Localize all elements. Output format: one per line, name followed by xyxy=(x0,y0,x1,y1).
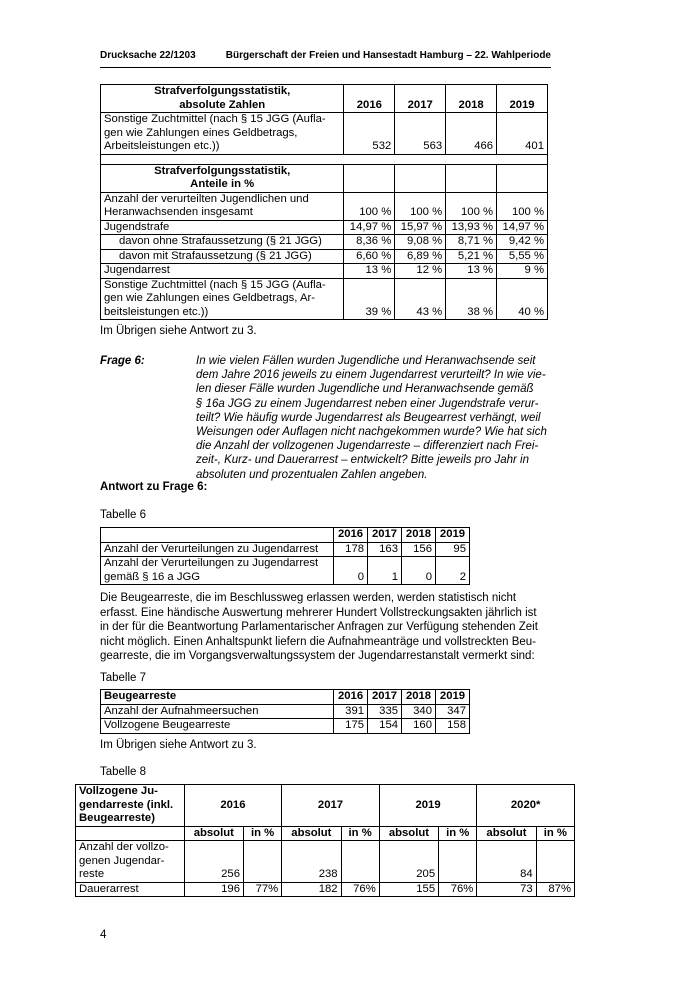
subheader: absolut xyxy=(184,826,243,841)
cell-value: 175 xyxy=(334,719,368,734)
question-label: Frage 6: xyxy=(100,355,145,367)
year-header: 2016 xyxy=(334,690,368,705)
cell-value: 205 xyxy=(379,841,438,883)
cell-value: 9 % xyxy=(497,264,548,279)
cell-value xyxy=(536,841,574,883)
cell-value: 13 % xyxy=(344,264,395,279)
cell-value: 158 xyxy=(436,719,470,734)
spacer-row xyxy=(101,154,548,164)
cell-value: 8,36 % xyxy=(344,235,395,250)
table-caption: Tabelle 6 xyxy=(100,509,147,521)
cell-value: 84 xyxy=(477,841,536,883)
cell-value: 0 xyxy=(334,557,368,585)
year-header: 2020* xyxy=(477,785,575,827)
cell-value: 5,55 % xyxy=(497,249,548,264)
table-title: Beugearreste xyxy=(101,690,334,705)
row-label: Jugendstrafe xyxy=(101,220,344,235)
table-caption: Tabelle 8 xyxy=(100,766,147,778)
row-label: Anzahl der Verurteilungen zu Jugendarrest gemäß § 16 a JGG xyxy=(101,557,334,585)
cell-value: 196 xyxy=(184,882,243,897)
cell-value: 13,93 % xyxy=(446,220,497,235)
subheader: in % xyxy=(536,826,574,841)
cell-value: 256 xyxy=(184,841,243,883)
cell-value: 15,97 % xyxy=(395,220,446,235)
table-row xyxy=(101,264,548,279)
table-row xyxy=(76,882,575,897)
cell-value: 73 xyxy=(477,882,536,897)
explanation-paragraph: Die Beugearreste, die im Beschlussweg erlassen werden, werden statistisch nicht erfasst. Eine händische Auswertung mehrerer Hundert Vollstreckungsakten jährlich ist in der für die Beantwortung Parlamentarischer Anfragen zur Verfügung stehenden Zeit nicht möglich. Einen Anhaltspunkt liefern die Aufnahmeanträge und vollstreckten Beu- gearreste, die im Vorgangsverwaltungssystem der Jugendarrestanstalt vermerkt sind: xyxy=(100,592,538,663)
cell-value: 335 xyxy=(368,704,402,719)
row-label: davon mit Strafaussetzung (§ 21 JGG) xyxy=(101,249,344,264)
cell-value: 13 % xyxy=(446,264,497,279)
year-header: 2018 xyxy=(402,528,436,543)
answer-heading: Antwort zu Frage 6: xyxy=(100,481,208,493)
year-header: 2016 xyxy=(344,85,395,113)
cell-value: 9,08 % xyxy=(395,235,446,250)
table-row xyxy=(76,785,575,827)
year-header: 2016 xyxy=(184,785,282,827)
cell-value: 163 xyxy=(368,542,402,557)
cell-value xyxy=(439,841,477,883)
cell-value: 38 % xyxy=(446,278,497,320)
prosecution-statistics-table xyxy=(100,84,548,320)
page-number: 4 xyxy=(100,929,107,941)
year-header: 2017 xyxy=(395,85,446,113)
subheader: absolut xyxy=(477,826,536,841)
year-header: 2017 xyxy=(368,690,402,705)
document-number: Drucksache 22/1203 xyxy=(100,50,196,61)
table-row xyxy=(101,542,470,557)
cell-value: 238 xyxy=(282,841,341,883)
cell-value: 14,97 % xyxy=(497,220,548,235)
table-row xyxy=(101,690,470,705)
cell-value: 182 xyxy=(282,882,341,897)
section-title: Strafverfolgungsstatistik, absolute Zahlen xyxy=(101,85,344,113)
row-label: Sonstige Zuchtmittel (nach § 15 JGG (Aufla- gen wie Zahlungen eines Geldbetrags, Ar- beitsleistungen etc.)) xyxy=(101,278,344,320)
table-caption: Tabelle 7 xyxy=(100,672,147,684)
cell-value: 5,21 % xyxy=(446,249,497,264)
question-text: In wie vielen Fällen wurden Jugendliche und Heranwachsende seit dem Jahre 2016 jeweils zu einem Jugendarrest verurteilt? In wie vie- len dieser Fälle wurden Jugendliche und Heranwachsende gemäß § 16a JGG zu einem Jugendarrest neben einer Jugendstrafe verur- teilt? Wie häufig wurde Jugendarrest als Beugearrest verhängt, weil Weisungen oder Auflagen nicht nachgekommen wurde? Wie hat sich die Anzahl der vollzogenen Jugendarreste – differenziert nach Frei- zeit-, Kurz- und Dauerarrest – entwickelt? Bitte jeweils pro Jahr in absoluten und prozentualen Zahlen angeben. xyxy=(196,355,547,481)
cell-value: 14,97 % xyxy=(344,220,395,235)
cell-value: 0 xyxy=(402,557,436,585)
year-header: 2018 xyxy=(446,85,497,113)
cell-value: 156 xyxy=(402,542,436,557)
cell-value: 155 xyxy=(379,882,438,897)
cell-value: 391 xyxy=(334,704,368,719)
row-label: Anzahl der verurteilten Jugendlichen und Heranwachsenden insgesamt xyxy=(101,192,344,220)
parliament-title: Bürgerschaft der Freien und Hansestadt Hamburg – 22. Wahlperiode xyxy=(225,50,551,61)
table-row xyxy=(101,249,548,264)
row-label: davon ohne Strafaussetzung (§ 21 JGG) xyxy=(101,235,344,250)
cell-value: 563 xyxy=(395,113,446,155)
year-header: 2019 xyxy=(379,785,477,827)
reference-note: Im Übrigen siehe Antwort zu 3. xyxy=(100,325,257,337)
table-row xyxy=(101,704,470,719)
section-title: Strafverfolgungsstatistik, Anteile in % xyxy=(101,164,344,192)
cell-value: 1 xyxy=(368,557,402,585)
table-row xyxy=(101,164,548,192)
table-7 xyxy=(100,689,470,734)
year-header: 2019 xyxy=(435,528,469,543)
table-row xyxy=(101,85,548,113)
cell-value: 9,42 % xyxy=(497,235,548,250)
reference-note: Im Übrigen siehe Antwort zu 3. xyxy=(100,739,257,751)
table-title: Vollzogene Ju- gendarreste (inkl. Beugearreste) xyxy=(76,785,185,827)
cell-value: 340 xyxy=(402,704,436,719)
table-row xyxy=(101,220,548,235)
table-row xyxy=(101,719,470,734)
year-header: 2018 xyxy=(402,690,436,705)
subheader: absolut xyxy=(282,826,341,841)
row-label: Sonstige Zuchtmittel (nach § 15 JGG (Aufla- gen wie Zahlungen eines Geldbetrags, Arbeitsleistungen etc.)) xyxy=(101,113,344,155)
row-label: Jugendarrest xyxy=(101,264,344,279)
table-row xyxy=(101,192,548,220)
cell-value: 532 xyxy=(344,113,395,155)
cell-value: 8,71 % xyxy=(446,235,497,250)
cell-value: 100 % xyxy=(344,192,395,220)
cell-value: 95 xyxy=(435,542,469,557)
table-8 xyxy=(75,784,575,897)
table-row xyxy=(76,826,575,841)
table-6 xyxy=(100,527,470,585)
subheader: absolut xyxy=(379,826,438,841)
cell-value: 87% xyxy=(536,882,574,897)
row-label: Dauerarrest xyxy=(76,882,185,897)
cell-value: 40 % xyxy=(497,278,548,320)
table-row xyxy=(101,113,548,155)
table-row xyxy=(76,841,575,883)
cell-value: 6,60 % xyxy=(344,249,395,264)
table-row xyxy=(101,235,548,250)
year-header: 2019 xyxy=(497,85,548,113)
cell-value: 347 xyxy=(436,704,470,719)
cell-value: 39 % xyxy=(344,278,395,320)
cell-value: 12 % xyxy=(395,264,446,279)
table-row xyxy=(101,528,470,543)
year-header: 2019 xyxy=(436,690,470,705)
subheader: in % xyxy=(341,826,379,841)
cell-value: 76% xyxy=(439,882,477,897)
year-header: 2016 xyxy=(334,528,368,543)
cell-value: 154 xyxy=(368,719,402,734)
cell-value: 76% xyxy=(341,882,379,897)
cell-value: 401 xyxy=(497,113,548,155)
row-label: Anzahl der vollzo- genen Jugendar- reste xyxy=(76,841,185,883)
cell-value: 100 % xyxy=(395,192,446,220)
row-label: Vollzogene Beugearreste xyxy=(101,719,334,734)
cell-value: 178 xyxy=(334,542,368,557)
table-row xyxy=(101,278,548,320)
cell-value: 6,89 % xyxy=(395,249,446,264)
year-header: 2017 xyxy=(282,785,380,827)
cell-value xyxy=(341,841,379,883)
row-label: Anzahl der Aufnahmeersuchen xyxy=(101,704,334,719)
row-label: Anzahl der Verurteilungen zu Jugendarrest xyxy=(101,542,334,557)
table-row xyxy=(101,557,470,585)
cell-value: 466 xyxy=(446,113,497,155)
header-divider xyxy=(100,67,551,68)
cell-value: 43 % xyxy=(395,278,446,320)
subheader: in % xyxy=(243,826,281,841)
cell-value: 77% xyxy=(243,882,281,897)
cell-value xyxy=(243,841,281,883)
cell-value: 2 xyxy=(435,557,469,585)
cell-value: 160 xyxy=(402,719,436,734)
cell-value: 100 % xyxy=(497,192,548,220)
subheader: in % xyxy=(439,826,477,841)
cell-value: 100 % xyxy=(446,192,497,220)
year-header: 2017 xyxy=(368,528,402,543)
